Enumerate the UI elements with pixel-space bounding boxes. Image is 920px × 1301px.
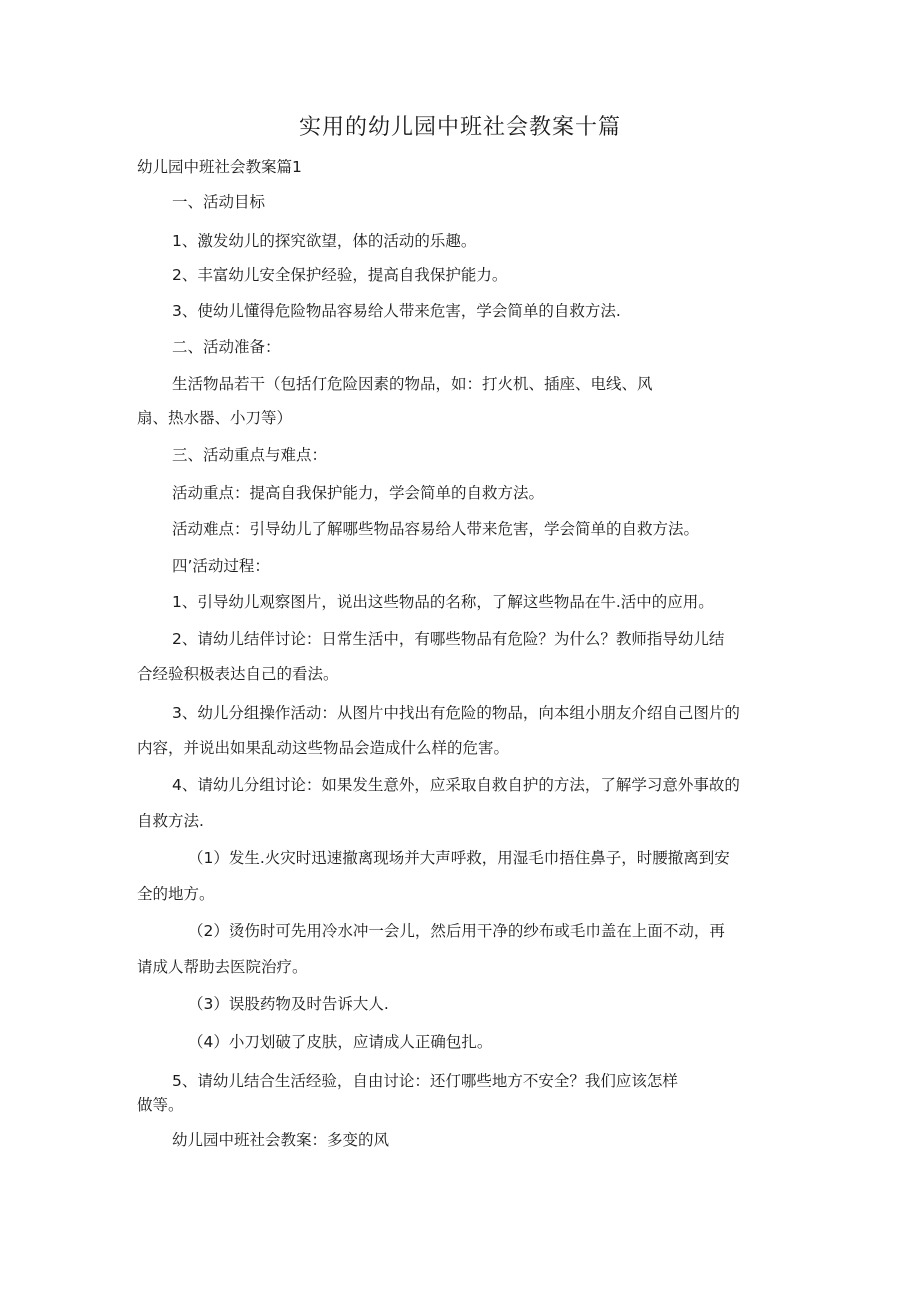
paragraph-line: （4）小刀划破了皮肤，应请成人正确包扎。 — [188, 1033, 493, 1051]
paragraph-line: 5、请幼儿结合生活经验，自由讨论：还仃哪些地方不安全？我们应该怎样 — [172, 1072, 678, 1090]
paragraph-line: 1、引导幼儿观察图片，说出这些物品的名称，了解这些物品在牛.活中的应用。 — [172, 593, 714, 611]
paragraph-line: 3、幼儿分组操作活动：从图片中找出有危险的物品，向本组小朋友介绍自己图片的 — [172, 704, 740, 722]
paragraph-line: 自救方法. — [137, 812, 204, 830]
paragraph-line: 二、活动准备： — [172, 338, 281, 356]
paragraph-line: 三、活动重点与难点： — [172, 446, 328, 464]
paragraph-line: 2、丰富幼儿安全保护经验，提高自我保护能力。 — [172, 266, 508, 284]
paragraph-line: 合经验积极表达自己的看法。 — [137, 665, 339, 683]
paragraph-line: （3）误股药物及时告诉大人. — [188, 995, 389, 1013]
paragraph-line: 做等。 — [137, 1096, 184, 1114]
paragraph-line: 幼儿园中班社会教案：多变的风 — [172, 1131, 390, 1149]
paragraph-line: （2）烫伤时可先用冷水冲一会儿，然后用干净的纱布或毛巾盖在上面不动，再 — [188, 922, 725, 940]
paragraph-line: 3、使幼儿懂得危险物品容易给人带来危害，学会简单的自救方法. — [172, 302, 621, 320]
paragraph-line: 活动难点：引导幼儿了解哪些物品容易给人带来危害，学会简单的自救方法。 — [172, 520, 700, 538]
paragraph-line: 2、请幼儿结伴讨论：日常生活中，有哪些物品有危险？为什么？教师指导幼儿结 — [172, 630, 725, 648]
paragraph-line: 扇、热水器、小刀等） — [137, 409, 293, 427]
paragraph-line: 活动重点：提高自我保护能力，学会简单的自救方法。 — [172, 484, 545, 502]
paragraph-line: 内容，并说出如果乱动这些物品会造成什么样的危害。 — [137, 739, 510, 757]
paragraph-line: 四’活动过程： — [172, 557, 270, 575]
paragraph-line: 1、激发幼儿的探究欲望，体的活动的乐趣。 — [172, 232, 477, 250]
document-title: 实用的幼儿园中班社会教案十篇 — [298, 115, 621, 140]
paragraph-line: （1）发生.火灾时迅速撤离现场并大声呼救，用湿毛巾捂住鼻子，时腰撤离到安 — [188, 849, 730, 867]
paragraph-line: 请成人帮助去医院治疗。 — [137, 958, 308, 976]
section-heading: 幼儿园中班社会教案篇1 — [137, 158, 302, 176]
paragraph-line: 一、活动目标 — [172, 193, 266, 211]
paragraph-line: 全的地方。 — [137, 885, 215, 903]
paragraph-line: 4、请幼儿分组讨论：如果发生意外，应采取自救自护的方法，了解学习意外事故的 — [172, 776, 740, 794]
paragraph-line: 生活物品若干（包括仃危险因素的物品，如：打火机、插座、电线、风 — [172, 375, 653, 393]
